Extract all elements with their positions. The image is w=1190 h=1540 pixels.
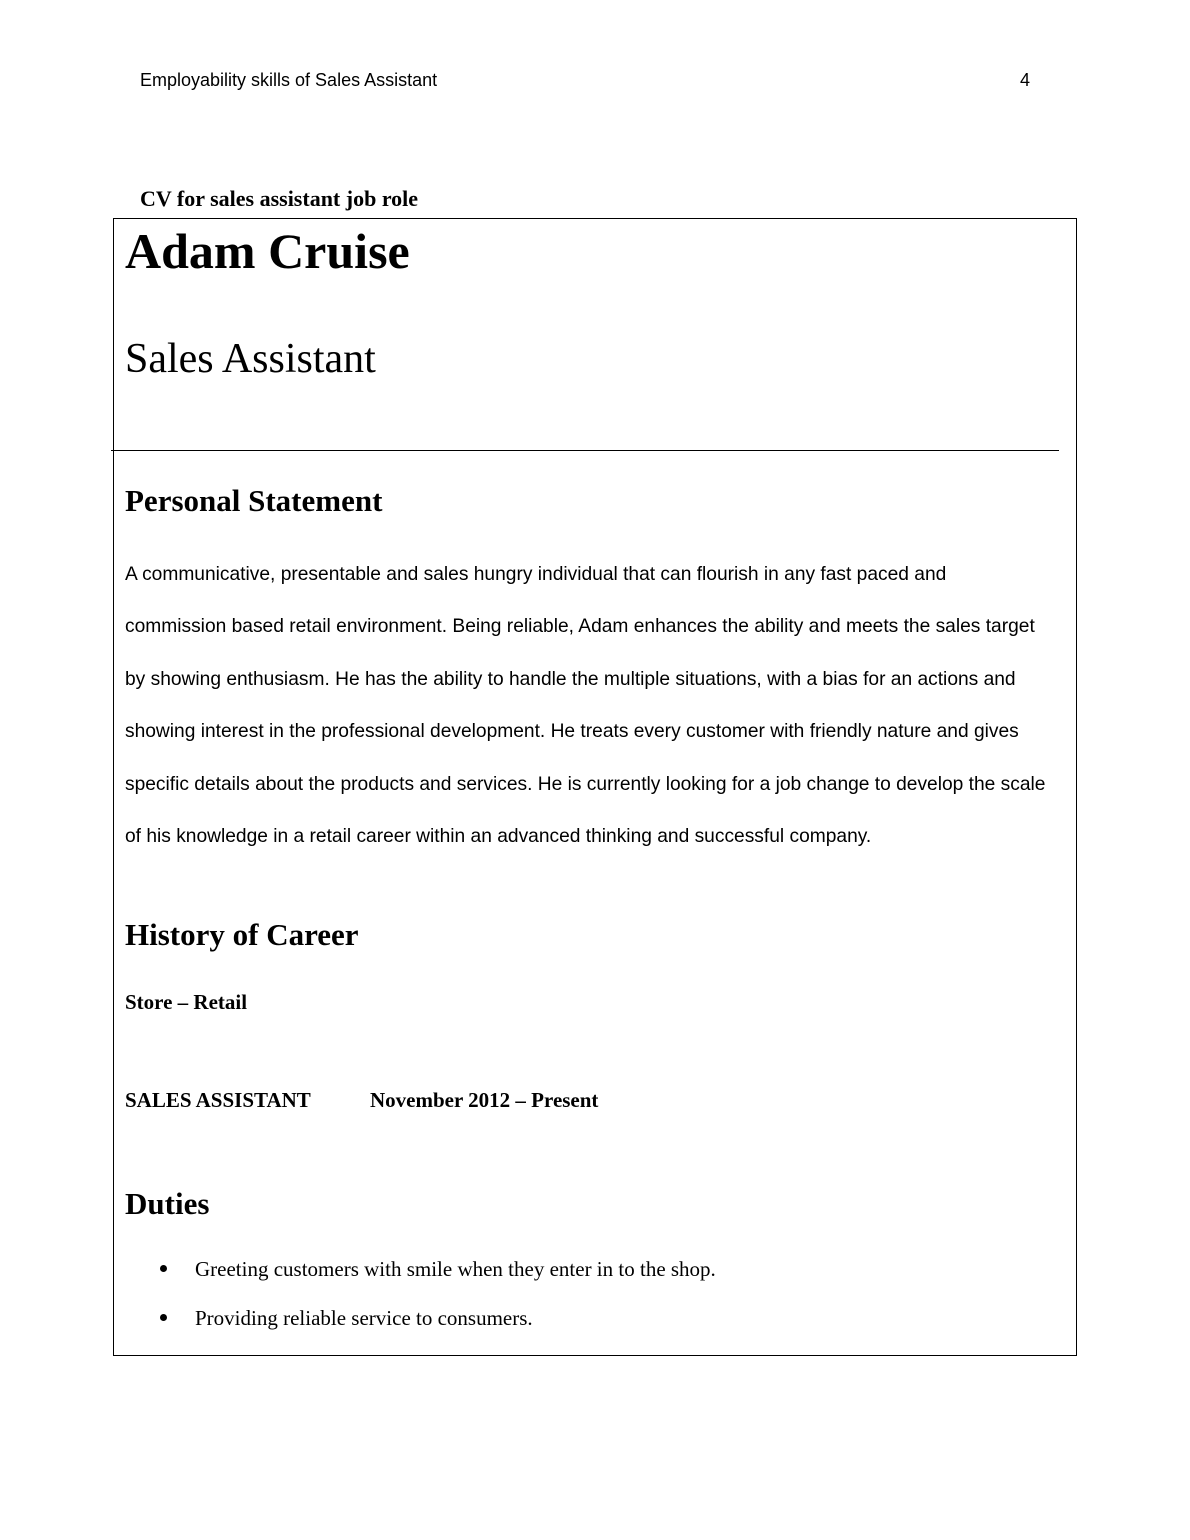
duties-heading: Duties [125,1186,210,1221]
header-title: Employability skills of Sales Assistant [140,70,438,90]
cv-label: CV for sales assistant job role [140,186,419,211]
list-item [114,1256,1054,1305]
job-title: SALES ASSISTANT [125,1088,311,1112]
job-dates: November 2012 – Present [370,1088,599,1112]
statement-line: A communicative, presentable and sales hungry individual that can flourish in any fast paced and [125,564,947,585]
cv-name: Adam Cruise [125,223,410,279]
statement-line: specific details about the products and services. He is currently looking for a job change to develop the scale [125,773,1046,795]
statement-line: of his knowledge in a retail career within an advanced thinking and successful company. [125,826,872,848]
bullet-icon [160,1314,167,1321]
duty-text: Greeting customers with smile when they enter in to the shop. [195,1257,716,1281]
personal-statement [125,549,1071,863]
statement-line: commission based retail environment. Being reliable, Adam enhances the ability and meets the sales target [125,616,1035,638]
bullet-icon [160,1265,167,1272]
divider [111,450,1059,451]
page-number: 4 [1019,70,1030,90]
page-header [140,70,1030,98]
personal-statement-heading: Personal Statement [125,483,383,518]
cv-box [113,218,1077,1356]
employer: Store – Retail [125,990,248,1014]
statement-line: showing interest in the professional development. He treats every customer with friendly nature and gives [125,721,1019,743]
duty-text: Providing reliable service to consumers. [195,1306,533,1330]
statement-line: by showing enthusiasm. He has the ability to handle the multiple situations, with a bias for an actions and [125,668,1016,690]
duties-list [114,1256,1054,1354]
list-item [114,1305,1054,1354]
career-history-heading: History of Career [125,917,359,952]
cv-role: Sales Assistant [125,336,376,382]
